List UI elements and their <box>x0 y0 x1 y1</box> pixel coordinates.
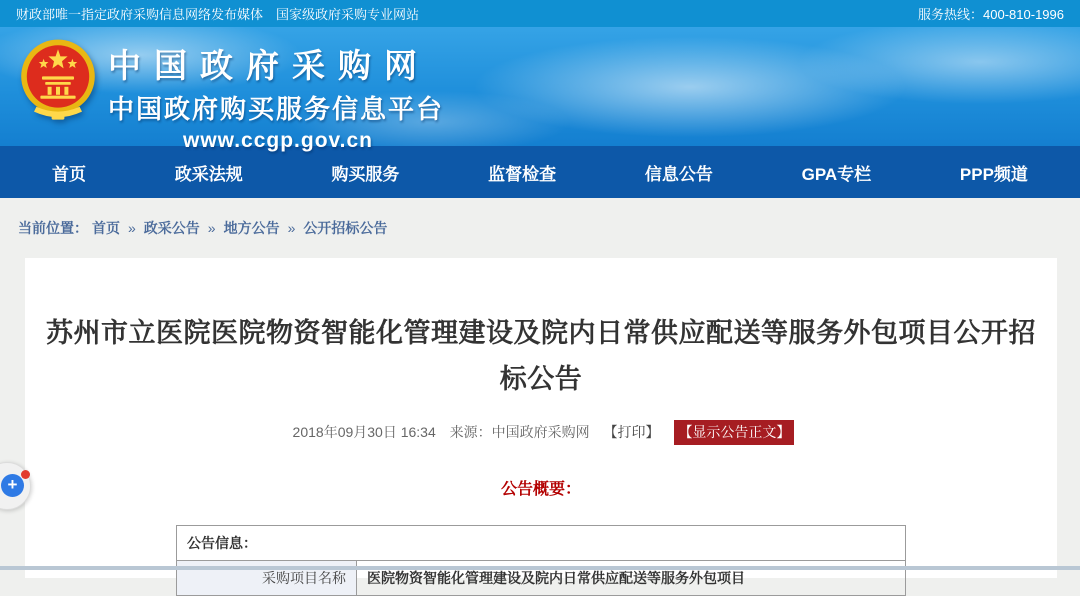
show-notice-button[interactable]: 【显示公告正文】 <box>674 420 794 445</box>
notice-info-table <box>176 525 906 596</box>
nav-item-home[interactable]: 首页 <box>52 164 86 184</box>
service-hotline: 服务热线：400-810-1996 <box>918 7 1064 22</box>
notification-dot <box>21 470 30 479</box>
nav-item-gpa[interactable]: GPA专栏 <box>801 164 872 184</box>
breadcrumb-separator: » <box>128 220 136 236</box>
breadcrumb-local-announcements[interactable]: 地方公告 <box>223 220 280 236</box>
breadcrumb-separator: » <box>287 220 296 236</box>
breadcrumb-home[interactable]: 首页 <box>92 220 120 236</box>
project-name-value: 医院物资智能化管理建设及院内日常供应配送等服务外包项目 <box>357 560 906 595</box>
main-nav <box>0 146 1080 198</box>
nav-item-supervision[interactable]: 监督检查 <box>488 164 557 184</box>
banner-text-block <box>108 40 448 153</box>
summary-heading: 公告概要： <box>500 480 581 498</box>
nav-item-purchase-services[interactable]: 购买服务 <box>331 164 400 184</box>
article-datetime: 2018年09月30日 16:34 <box>292 423 436 440</box>
project-name-label: 采购项目名称 <box>177 560 357 595</box>
table-section-row <box>177 525 906 560</box>
national-emblem-icon <box>18 38 98 130</box>
site-slogan: 财政部唯一指定政府采购信息网络发布媒体 国家级政府采购专业网站 <box>16 7 420 22</box>
top-utility-bar <box>0 0 1080 27</box>
table-section-header: 公告信息： <box>177 525 906 560</box>
nav-item-ppp[interactable]: PPP频道 <box>959 164 1028 184</box>
site-banner <box>0 27 1080 152</box>
article-meta <box>25 420 1057 445</box>
breadcrumb <box>0 198 1080 258</box>
breadcrumb-separator: » <box>207 220 216 236</box>
window-edge-strip <box>0 566 1080 570</box>
breadcrumb-prefix: 当前位置： <box>18 220 88 236</box>
site-url: www.ccgp.gov.cn <box>182 129 374 152</box>
article-source: 来源：中国政府采购网 <box>449 423 590 440</box>
article-card <box>25 258 1057 586</box>
plus-icon: + <box>1 474 24 497</box>
article-title: 苏州市立医院医院物资智能化管理建设及院内日常供应配送等服务外包项目公开招标公告 <box>46 318 1036 395</box>
nav-item-announcements[interactable]: 信息公告 <box>644 164 713 184</box>
nav-item-regulations[interactable]: 政采法规 <box>174 164 243 184</box>
breadcrumb-open-tender[interactable]: 公开招标公告 <box>303 220 388 236</box>
site-name: 中国政府采购网 <box>108 47 430 84</box>
breadcrumb-procurement-announcements[interactable]: 政采公告 <box>143 220 200 236</box>
print-button[interactable]: 【打印】 <box>603 423 660 440</box>
site-subtitle: 中国政府购买服务信息平台 <box>108 94 445 124</box>
